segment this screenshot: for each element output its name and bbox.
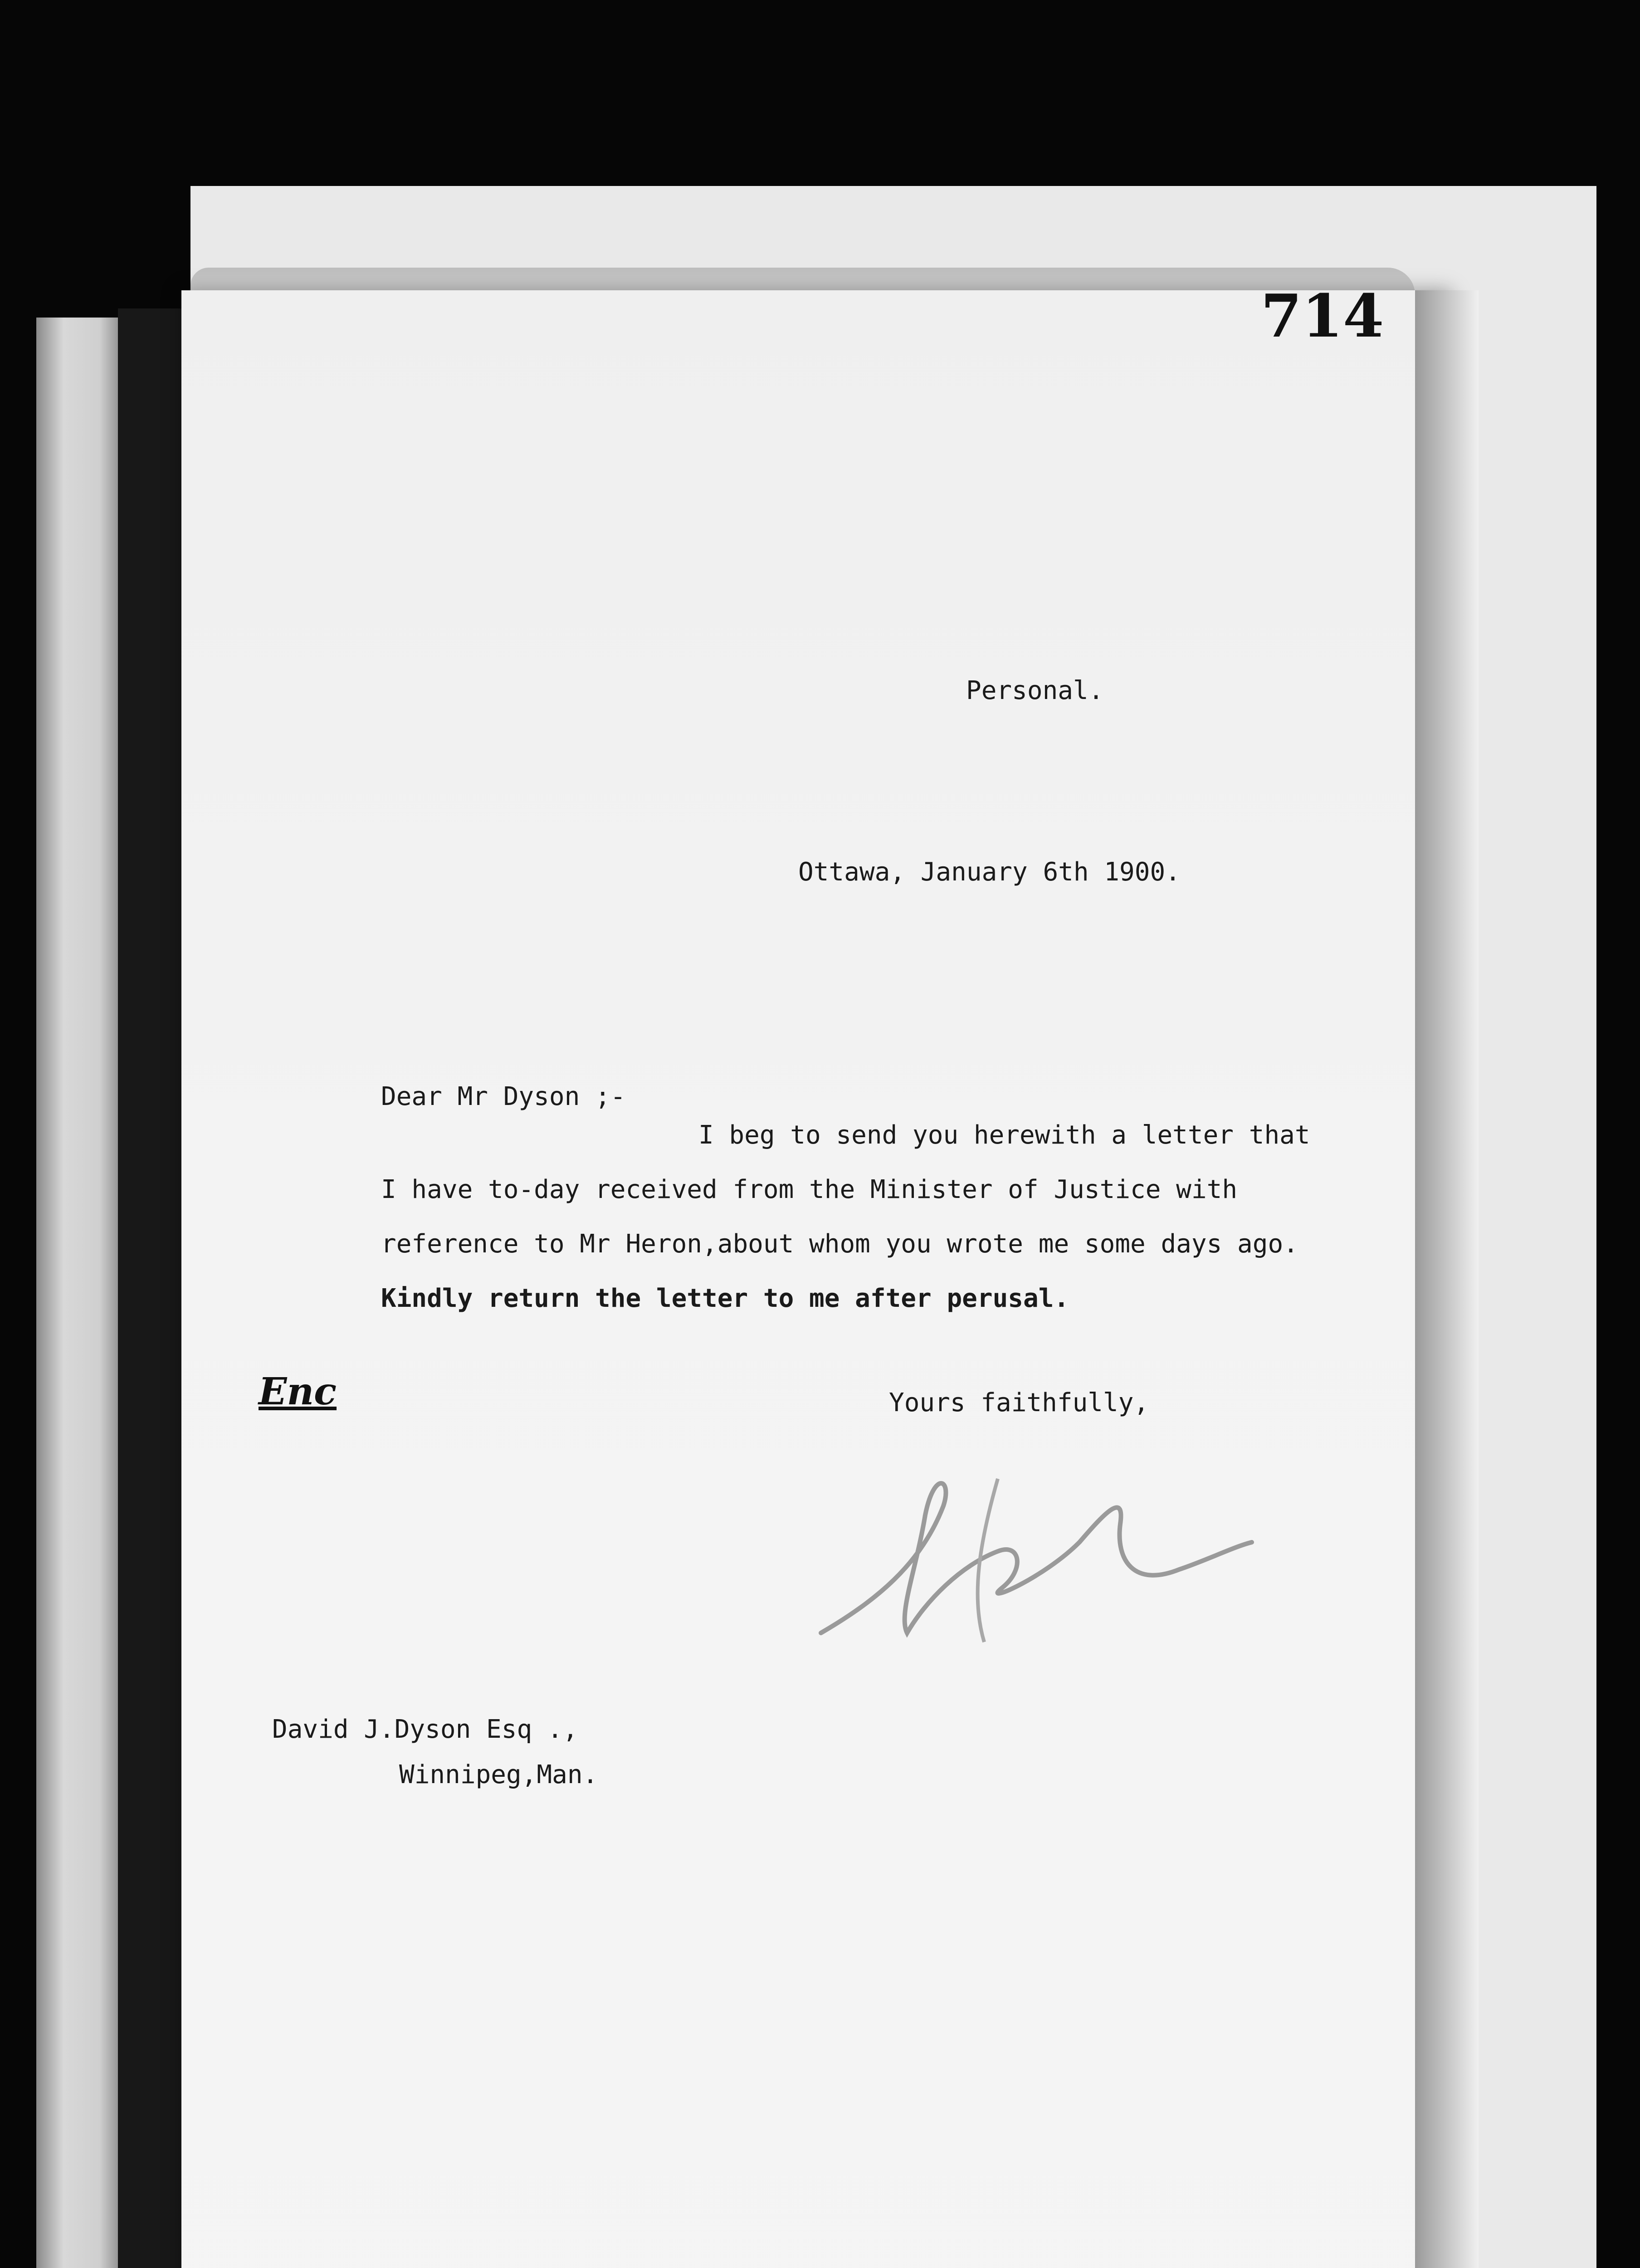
addressee-name: David J.Dyson Esq ., (272, 1715, 578, 1744)
sheet-right-edge (1415, 290, 1479, 2268)
letter-sheet (181, 290, 1451, 2268)
folded-page-strip (36, 318, 127, 2268)
closing: Yours faithfully, (889, 1388, 1149, 1418)
salutation: Dear Mr Dyson ;- (381, 1082, 626, 1111)
dateline: Ottawa, January 6th 1900. (798, 857, 1181, 887)
addressee-place: Winnipeg,Man. (399, 1760, 598, 1789)
body-line-1: I beg to send you herewith a letter that (698, 1120, 1310, 1150)
body-line-3: reference to Mr Heron,about whom you wrote me some days ago. (381, 1229, 1298, 1259)
personal-marking: Personal. (966, 676, 1104, 705)
page-gap-shadow (118, 308, 190, 2268)
signature-scrawl (807, 1452, 1261, 1656)
body-line-2: I have to-day received from the Minister of Justice with (381, 1175, 1238, 1204)
body-line-4: Kindly return the letter to me after perusal. (381, 1284, 1069, 1313)
page-number: 714 (1261, 281, 1384, 351)
enclosure-note: Enc (259, 1370, 337, 1413)
